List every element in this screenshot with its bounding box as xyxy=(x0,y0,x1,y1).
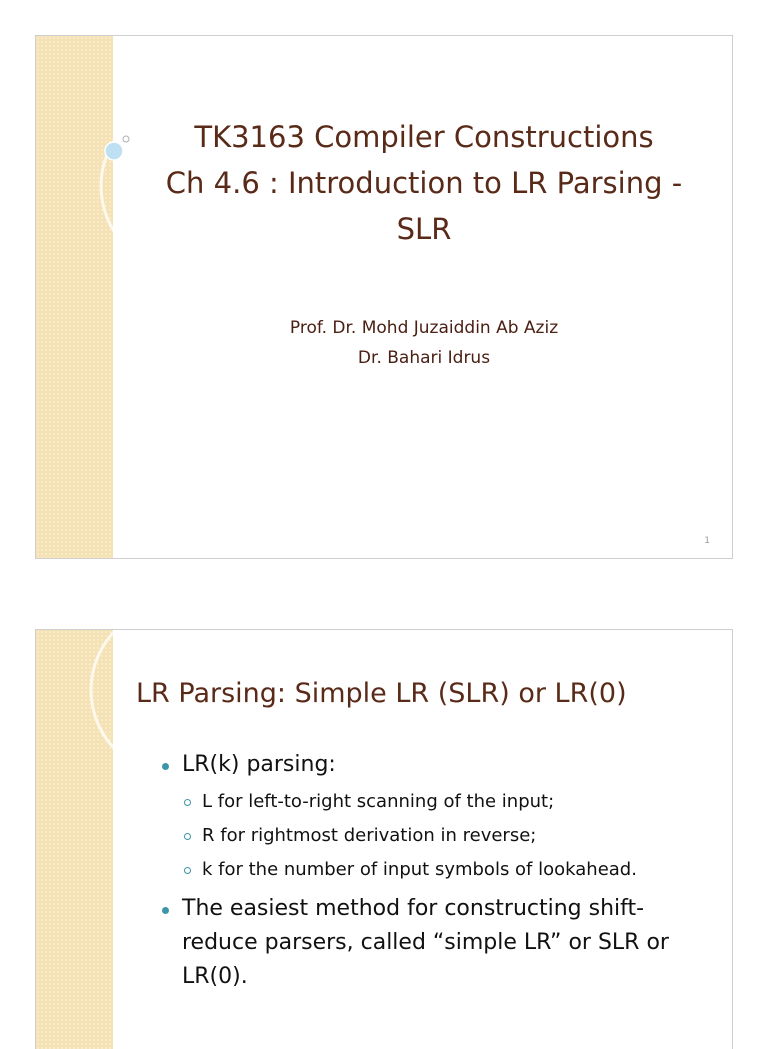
title-slide xyxy=(35,35,733,559)
sub-bullet-item xyxy=(162,856,712,884)
bullet-dot-icon xyxy=(162,763,169,770)
sub-bullet-text: R for rightmost derivation in reverse; xyxy=(202,825,537,846)
slide-title: LR Parsing: Simple LR (SLR) or LR(0) xyxy=(136,678,627,709)
sub-bullet-ring-icon xyxy=(184,799,191,806)
bullet-text: LR(k) parsing: xyxy=(182,752,336,777)
bullet-list xyxy=(162,748,712,994)
bullet-item xyxy=(162,748,712,782)
title-line: SLR xyxy=(396,212,452,246)
page-number: 1 xyxy=(704,536,710,546)
author-list xyxy=(126,313,722,373)
sub-bullet-item xyxy=(162,788,712,816)
bullet-dot-icon xyxy=(162,907,169,914)
author-name: Dr. Bahari Idrus xyxy=(357,348,491,368)
content-slide xyxy=(35,629,733,1049)
sub-bullet-ring-icon xyxy=(184,867,191,874)
sub-bullet-item xyxy=(162,822,712,850)
slide-title xyxy=(126,114,722,252)
author-name: Prof. Dr. Mohd Juzaiddin Ab Aziz xyxy=(289,318,559,338)
bullet-item xyxy=(162,892,712,994)
sub-bullet-text: L for left-to-right scanning of the input; xyxy=(202,791,555,812)
title-line: Ch 4.6 : Introduction to LR Parsing - xyxy=(165,166,683,200)
sub-bullet-text: k for the number of input symbols of lookahead. xyxy=(202,859,637,880)
sub-bullet-ring-icon xyxy=(184,833,191,840)
title-line: TK3163 Compiler Constructions xyxy=(194,120,654,154)
bullet-text: The easiest method for constructing shift-reduce parsers, called “simple LR” or SLR or LR(0). xyxy=(182,896,669,989)
blue-bubble-icon xyxy=(105,142,123,160)
